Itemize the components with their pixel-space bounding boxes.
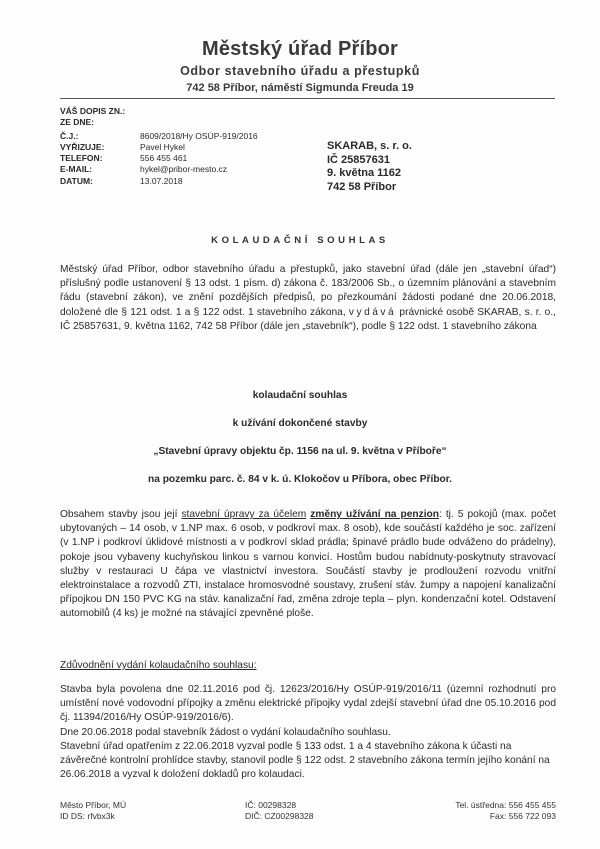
meta-value: 8609/2018/Hy OSÚP-919/2016 [140,131,258,141]
meta-label: Č.J.: [60,131,79,141]
building-name: „Stavební úpravy objektu čp. 1156 na ul. 9. května v Příboře“ [153,446,447,457]
reasoning-paragraph: Stavební úřad opatřením z 22.06.2018 vyzval podle § 133 odst. 1 a 4 stavebního zákona k účasti na závěrečné kontrolní prohlídce stavby, stanovil podle § 122 odst. 2 stavebního zákona termín jejího konání na 26.06.2018 a vyzval k doložení dokladů pro kolaudaci. [60,740,550,781]
content-rest: : tj. 5 pokojů (max. počet ubytovaných – 14 osob, v 1.NP max. 6 osob, v podkroví max. 8 osob), kde součástí každého je soc. zařízení (v 1.NP i podkroví úklidové místnosti a v podkroví sklad prádla; špinavé prádlo bude odváženo do prádelny), pokoje jsou vybaveny kuchyňskou linkou s varnou konvicí. Hostům budou nabídnuty-poskytnuty stravovací služby v restauraci U čápa ve vlastnictví investora. Součástí stavby je prodloužení rozvodu vnitřní elektroinstalace a rozvodů ZTI, instalace hromosvodné soustavy, zrušení stáv. žumpy a napojení kanalizační přípojkou DN 150 PVC KG na stáv. kanalizační řad, změna zdroje tepla – plyn. kondenzační kotel. Odstavení automobilů (4 ks) je možné na stávající zpevněné ploše. [60,509,556,620]
intro-paragraph [60,263,556,334]
addressee-street: 9. května 1162 [327,167,402,179]
office-name: Městský úřad Příbor [201,38,399,60]
meta-label: VYŘIZUJE: [60,142,105,152]
content-paragraph [60,508,556,622]
department-name: Odbor stavebního úřadu a přestupků [180,64,420,78]
footer-center [245,800,314,822]
meta-value: Pavel Hykel [140,142,185,152]
meta-value[interactable]: hykel@pribor-mesto.cz [140,164,228,174]
meta-label: ZE DNE: [60,117,94,127]
content-bold-underlined: změny užívání na penzion [310,509,439,520]
footer-ic: IČ: 00298328 [245,800,297,810]
decision-purpose: k užívání dokončené stavby [232,418,368,429]
intro-verb: vydává [348,306,397,318]
meta-label: E-MAIL: [60,164,93,174]
meta-label: TELEFON: [60,153,103,163]
footer-left [60,800,126,822]
intro-part1: Městský úřad Příbor, odbor stavebního úřadu a přestupků, jako stavební úřad (dále jen „stavební úřad“) příslušný podle ustanovení § 13 odst. 1 písm. d) zákona č. 183/2006 Sb., o územním plánování a stavebním řádu (stavební zákon), ve znění pozdějších předpisů, po přezkoumání žádosti podané dne 20.06.2018, doložené dle § 121 odst. 1 a § 122 odst. 1 stavebního zákona, [60,264,556,318]
addressee-block [327,140,412,194]
meta-label: DATUM: [60,176,93,186]
footer-fax: Fax: 556 722 093 [489,811,556,821]
footer-phone: Tel. ústředna: 556 455 455 [455,800,556,810]
intro-part2: právnické osobě SKARAB, s. r. o., IČ 25857631, 9. května 1162, 742 58 Příbor (dále jen „stavebník“), podle § 122 odst. 1 stavebního zákona [60,306,556,332]
addressee-city: 742 58 Příbor [327,180,397,193]
decision-label: kolaudační souhlas [252,390,348,401]
reasoning-paragraph: Dne 20.06.2018 podal stavebník žádost o vydání kolaudačního souhlasu. [60,726,391,738]
header-divider [60,98,555,99]
document-title: KOLAUDAČNÍ SOUHLAS [211,235,389,246]
meta-value: 556 455 461 [140,153,188,163]
building-location: na pozemku parc. č. 84 v k. ú. Klokočov u Příbora, obec Příbor. [147,474,453,485]
content-lead: Obsahem stavby jsou její [60,509,178,520]
footer-right [455,800,556,822]
reasoning-paragraph: Stavba byla povolena dne 02.11.2016 pod čj. 12623/2016/Hy OSÚP-919/2016/11 (územní rozhodnutí pro umístění nové vodovodní přípojky a změnu elektrické přípojky vydal zdejší stavební úřad dne 05.10.2016 pod čj. 11394/2016/Hy OSÚP-919/2016/6). [60,684,556,724]
meta-value: 13.07.2018 [140,176,183,186]
content-underlined: stavební úpravy za účelem [181,509,307,520]
office-address: 742 58 Příbor, náměstí Sigmunda Freuda 19 [186,82,414,94]
reasoning-block [60,683,556,782]
addressee-ic: IČ 25857631 [327,153,390,166]
addressee-name: SKARAB, s. r. o. [327,140,412,152]
footer-dic: DIČ: CZ00298328 [245,811,314,821]
footer-id-ds: ID DS: rfvbx3k [60,811,115,821]
meta-label: VÁŠ DOPIS ZN.: [60,106,126,116]
footer-org: Město Příbor, MÚ [60,800,127,810]
reasoning-heading: Zdůvodnění vydání kolaudačního souhlasu: [60,660,257,671]
